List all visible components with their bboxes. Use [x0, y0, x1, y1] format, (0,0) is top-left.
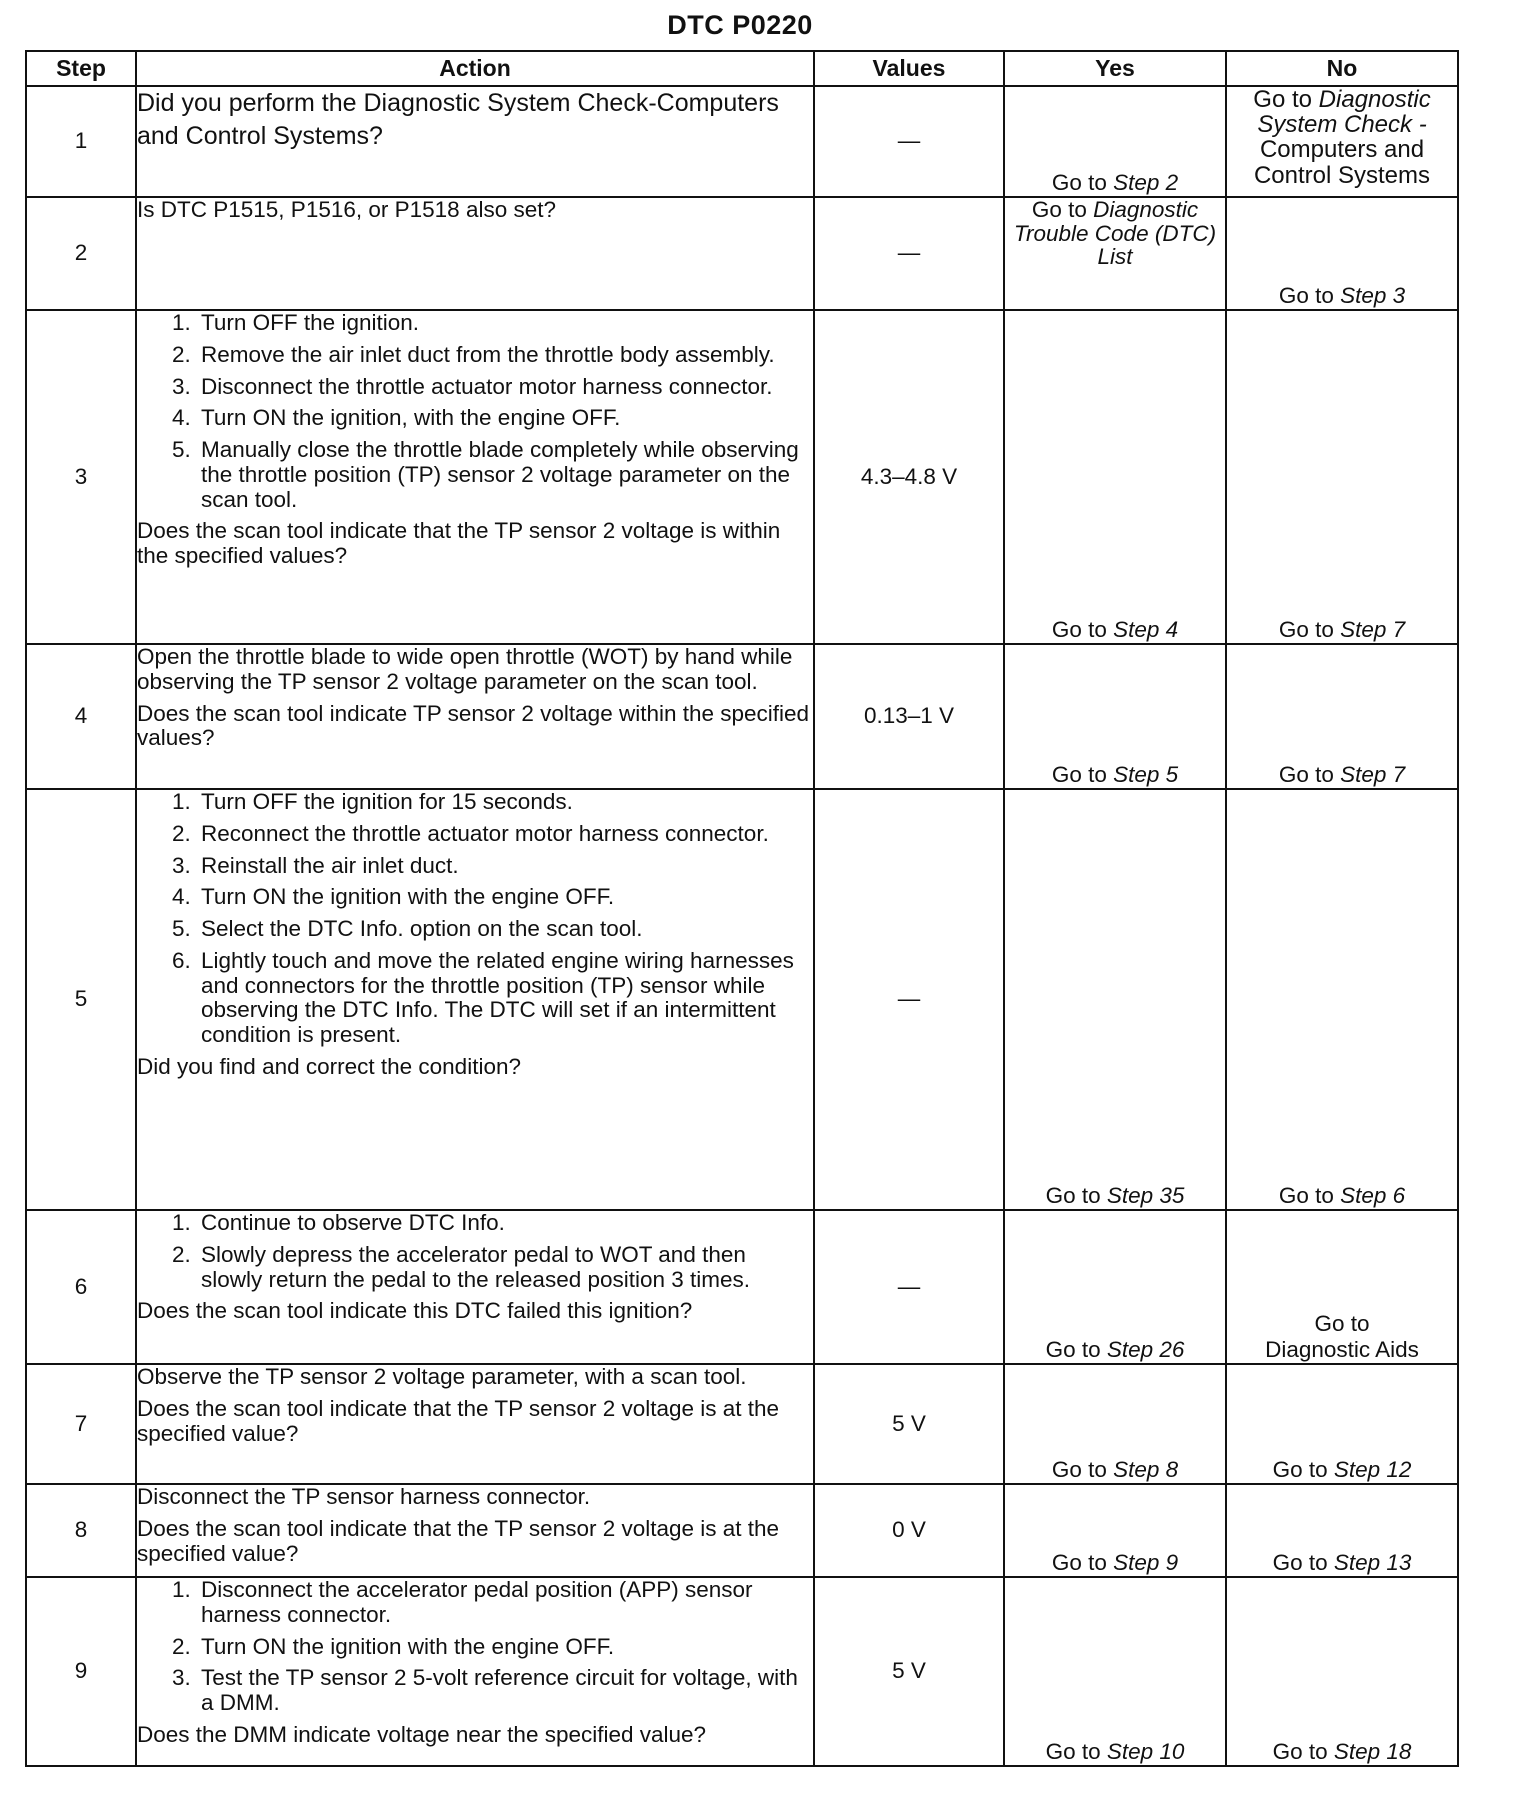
action-step: 4. Turn ON the ignition, with the engine OFF.: [197, 406, 813, 431]
action-step: 4. Turn ON the ignition with the engine OFF.: [197, 885, 813, 910]
go-to-text: Go to: [1272, 1550, 1328, 1576]
yes-cell: [1004, 197, 1226, 310]
action-question: Does the scan tool indicate TP sensor 2 voltage within the specified values?: [137, 700, 810, 751]
action-step: 6. Lightly touch and move the related engine wiring harnesses and connectors for the throttle position (TP) sensor while observing the DTC Info. The DTC will set if an intermittent condition is present.: [197, 949, 813, 1048]
value-cell: 5 V: [814, 1364, 1004, 1484]
yes-cell: [1004, 1577, 1226, 1766]
no-link[interactable]: Step 18: [1333, 1739, 1412, 1765]
table-row: [26, 1364, 1458, 1484]
yes-link[interactable]: Diagnostic Trouble Code (DTC) List: [1013, 197, 1217, 270]
dtc-table: [25, 50, 1459, 1767]
go-to-text: Go to: [1045, 1337, 1101, 1363]
no-link[interactable]: Diagnostic System Check -: [1257, 86, 1431, 139]
action-question: Does the scan tool indicate that the TP sensor 2 voltage is within the specified values?: [137, 518, 781, 568]
value-cell: —: [814, 86, 1004, 197]
action-step: 3. Reinstall the air inlet duct.: [197, 854, 813, 879]
action-cell: [136, 197, 814, 310]
action-lead: Open the throttle blade to wide open throttle (WOT) by hand while observing the TP sensor 2 voltage parameter on the scan tool.: [137, 644, 793, 694]
value-cell: 0.13–1 V: [814, 644, 1004, 789]
header-step: Step: [26, 51, 136, 86]
step-number: 7: [26, 1364, 136, 1484]
header-yes: Yes: [1004, 51, 1226, 86]
action-step: 5. Select the DTC Info. option on the scan tool.: [197, 917, 813, 942]
table-row: [26, 789, 1458, 1210]
step-number: 1: [26, 86, 136, 197]
action-cell: [136, 644, 814, 789]
yes-link[interactable]: Step 9: [1113, 1550, 1179, 1576]
no-cell: [1226, 644, 1458, 789]
table-row: [26, 1210, 1458, 1364]
action-step: 1. Continue to observe DTC Info.: [197, 1211, 813, 1236]
go-to-text: Go to: [1045, 1739, 1101, 1765]
step-number: 2: [26, 197, 136, 310]
action-cell: [136, 1484, 814, 1577]
go-to-text: Go to: [1051, 762, 1107, 788]
action-question: Does the scan tool indicate this DTC failed this ignition?: [137, 1298, 693, 1324]
yes-link[interactable]: Step 10: [1106, 1739, 1185, 1765]
go-to-text: Go to: [1051, 1457, 1107, 1483]
yes-link[interactable]: Step 4: [1113, 617, 1179, 643]
action-step: 2. Turn ON the ignition with the engine OFF.: [197, 1635, 813, 1660]
yes-cell: [1004, 1484, 1226, 1577]
action-question: Does the scan tool indicate that the TP sensor 2 voltage is at the specified value?: [137, 1515, 780, 1566]
no-cell: [1226, 86, 1458, 197]
step-number: 4: [26, 644, 136, 789]
value-cell: —: [814, 197, 1004, 310]
header-row: [26, 51, 1458, 86]
go-to-text: Go to: [1031, 197, 1087, 222]
go-to-text: Go to: [1045, 1183, 1101, 1209]
action-step: 1. Turn OFF the ignition for 15 seconds.: [197, 790, 813, 815]
action-question: Does the DMM indicate voltage near the specified value?: [137, 1721, 707, 1747]
go-to-text: Go to: [1314, 1311, 1370, 1337]
step-number: 5: [26, 789, 136, 1210]
yes-cell: [1004, 1210, 1226, 1364]
header-action: Action: [136, 51, 814, 86]
action-step: 2. Remove the air inlet duct from the throttle body assembly.: [197, 343, 813, 368]
go-to-text: Go to: [1278, 283, 1334, 309]
action-steps: [137, 1211, 813, 1299]
no-link[interactable]: Step 7: [1340, 762, 1406, 788]
table-row: [26, 310, 1458, 644]
yes-cell: [1004, 1364, 1226, 1484]
no-cell: [1226, 197, 1458, 310]
action-steps: [137, 1578, 813, 1723]
no-link-suffix: Computers and Control Systems: [1253, 136, 1431, 189]
table-row: [26, 1484, 1458, 1577]
action-question: Did you perform the Diagnostic System Check-Computers and Control Systems?: [137, 89, 779, 150]
go-to-text: Go to: [1272, 1739, 1328, 1765]
step-number: 8: [26, 1484, 136, 1577]
go-to-text: Go to: [1051, 1550, 1107, 1576]
yes-cell: [1004, 310, 1226, 644]
go-to-text: Go to: [1051, 617, 1107, 643]
no-cell: [1226, 1364, 1458, 1484]
table-row: [26, 644, 1458, 789]
action-cell: [136, 789, 814, 1210]
header-values: Values: [814, 51, 1004, 86]
action-question: Did you find and correct the condition?: [137, 1053, 521, 1079]
no-link[interactable]: Step 13: [1333, 1550, 1412, 1576]
value-cell: 5 V: [814, 1577, 1004, 1766]
yes-link[interactable]: Step 35: [1106, 1183, 1185, 1209]
action-step: 1. Turn OFF the ignition.: [197, 311, 813, 336]
header-no: No: [1226, 51, 1458, 86]
action-cell: [136, 1364, 814, 1484]
action-lead: Disconnect the TP sensor harness connector.: [137, 1484, 591, 1509]
yes-link[interactable]: Step 26: [1106, 1337, 1185, 1363]
yes-link[interactable]: Step 8: [1113, 1457, 1179, 1483]
go-to-text: Go to: [1278, 1183, 1334, 1209]
go-to-text: Go to: [1278, 617, 1334, 643]
no-link[interactable]: Step 7: [1340, 617, 1406, 643]
yes-link[interactable]: Step 5: [1113, 762, 1179, 788]
yes-cell: [1004, 789, 1226, 1210]
action-step: 2. Slowly depress the accelerator pedal to WOT and then slowly return the pedal to the released position 3 times.: [197, 1243, 813, 1293]
table-row: [26, 86, 1458, 197]
action-step: 1. Disconnect the accelerator pedal position (APP) sensor harness connector.: [197, 1578, 813, 1628]
table-row: [26, 1577, 1458, 1766]
page-title: DTC P0220: [667, 10, 813, 40]
value-cell: 0 V: [814, 1484, 1004, 1577]
value-cell: 4.3–4.8 V: [814, 310, 1004, 644]
action-step: 3. Disconnect the throttle actuator motor harness connector.: [197, 375, 813, 400]
action-step: 3. Test the TP sensor 2 5-volt reference circuit for voltage, with a DMM.: [197, 1666, 813, 1716]
no-cell: [1226, 1484, 1458, 1577]
action-cell: [136, 1210, 814, 1364]
no-cell: [1226, 310, 1458, 644]
no-cell: [1226, 789, 1458, 1210]
go-to-text: Go to: [1272, 1457, 1328, 1483]
no-link[interactable]: Diagnostic Aids: [1265, 1337, 1419, 1363]
action-cell: [136, 86, 814, 197]
yes-cell: [1004, 644, 1226, 789]
action-question: Does the scan tool indicate that the TP sensor 2 voltage is at the specified value?: [137, 1395, 780, 1446]
yes-link[interactable]: Step 2: [1113, 170, 1179, 196]
action-step: 5. Manually close the throttle blade completely while observing the throttle position (TP) sensor 2 voltage parameter on the scan tool.: [197, 438, 813, 512]
step-number: 6: [26, 1210, 136, 1364]
no-link[interactable]: Step 6: [1340, 1183, 1406, 1209]
go-to-text: Go to: [1051, 170, 1107, 196]
value-cell: —: [814, 789, 1004, 1210]
go-to-text: Go to: [1253, 86, 1312, 113]
no-link[interactable]: Step 3: [1340, 283, 1406, 309]
action-steps: [137, 790, 813, 1055]
action-cell: [136, 310, 814, 644]
no-cell: [1226, 1210, 1458, 1364]
no-cell: [1226, 1577, 1458, 1766]
action-cell: [136, 1577, 814, 1766]
go-to-text: Go to: [1278, 762, 1334, 788]
action-lead: Observe the TP sensor 2 voltage parameter, with a scan tool.: [137, 1364, 747, 1389]
step-number: 3: [26, 310, 136, 644]
value-cell: —: [814, 1210, 1004, 1364]
table-row: [26, 197, 1458, 310]
action-steps: [137, 311, 813, 519]
action-step: 2. Reconnect the throttle actuator motor harness connector.: [197, 822, 813, 847]
action-question: Is DTC P1515, P1516, or P1518 also set?: [137, 197, 556, 222]
no-link[interactable]: Step 12: [1333, 1457, 1412, 1483]
step-number: 9: [26, 1577, 136, 1766]
yes-cell: [1004, 86, 1226, 197]
